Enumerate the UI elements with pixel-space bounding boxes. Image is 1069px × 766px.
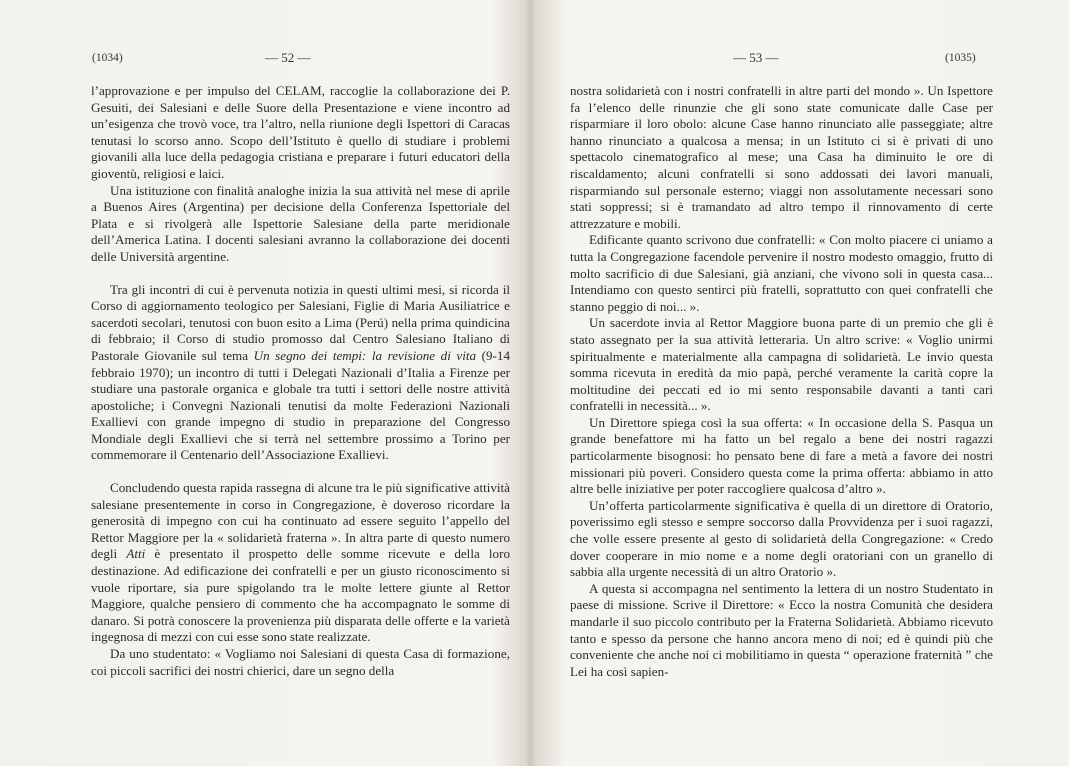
right-header-tag: (1035) [945,52,976,64]
paragraph: Edificante quanto scrivono due confratelli: « Con molto piacere ci uniamo a tutta la Congregazione facendole pervenire il nostro modesto omaggio, frutto di molto sacrificio di due Salesiani, già anziani, che vivono soli in questa casa... Intendiamo con questo sentirci più fratelli, soprattutto con quei confratelli che stanno peggio di noi... ». [570,232,993,314]
paragraph [91,282,510,465]
paragraph [91,480,510,646]
italic-title: Atti [126,546,146,562]
left-header-tag: (1034) [92,52,123,64]
paragraph: A questa si accompagna nel sentimento la lettera di un nostro Studentato in paese di missione. Scrive il Direttore: « Ecco la nostra Comunità che desidera mandarle il suo piccolo contributo per la Fraterna Solidarietà. Abbiamo ricevuto tanto e spesso da persone che hanno ancora meno di noi; ed è quindi più che conveniente che anche noi ci mobilitiamo in questa “ operazione fraternità ” che Lei ha così sapien- [570,580,993,679]
paragraph-text: Tra gli incontri di cui è pervenuta notizia in questi ultimi mesi, si ricorda il Corso di aggiornamento teologico per Salesiani, Figlie di Maria Ausiliatrice e sacerdoti secolari, tenutosi con buon esito a Lima (Perú) nella prima quindicina di febbraio; il Corso di studio promosso dal Centro Salesiano Italiano di Pastorale Giovanile sul tema [91,281,510,363]
right-body-text [570,83,993,680]
paragraph-text: (9-14 febbraio 1970); un incontro di tutti i Delegati Nazionali d’Italia a Firenze per studiare una pastorale organica e globale tra tutti i settori delle nostre attività apostoliche; i Convegni Nazionali tenutisi da molte Federazioni Nazionali Exallievi con grande impegno di studio in preparazione del Congresso Mondiale degli Exallievi che si terrà nel settembre prossimo a Torino per commemorare il Centenario dell’Associazione Exallievi. [91,347,510,463]
right-page-number: — 53 — [733,50,779,65]
left-body-text [91,83,510,679]
paragraph: nostra solidarietà con i nostri confratelli in altre parti del mondo ». Un Ispettore fa l’elenco delle rinunzie che gli sono state comunicate dalle Case per risparmiare il loro obolo: alcune Case hanno rinunciato alle passeggiate; altre hanno rinunciato a qualcosa a mensa; in un Istituto ci si è privati di uno spettacolo cinematografico al mese; una Casa ha diminuito le ore di riscaldamento; alcuni confratelli si sono addossati dei lavori manuali, risparmiando sul personale esterno; viaggi non assolutamente necessari sono stati soppressi; si è tramandato ad altro tempo il rinnovamento di certe attrezzature e mobili. [570,83,993,231]
paragraph-text: è presentato il prospetto delle somme ricevute e della loro destinazione. Ad edificazione dei confratelli e per un giusto riconoscimento si vuole riportare, sia pure spigolando tra le molte lettere giunte al Rettor Maggiore, qualche pensiero di commento che ha accompagnato le somme di danaro. Si potrà conoscere la provenienza più disparata delle offerte e la varietà ingegnosa di mezzi con cui esse sono state realizzate. [91,546,510,645]
left-page-number: — 52 — [265,50,311,65]
paragraph-text: Concludendo questa rapida rassegna di alcune tra le più significative attività salesiane presentemente in corso in Congregazione, è doveroso ricordare la generosità di impegno con cui ha continuato ad essere seguito l’appello del Rettor Maggiore per la « solidarietà fraterna ». In altra parte di questo numero degli [91,480,510,562]
paragraph: Un Direttore spiega così la sua offerta: « In occasione della S. Pasqua un grande benefattore mi ha fatto un bel regalo a bene dei nostri ragazzi particolarmente bisognosi: ho pensato bene di fare a metà a favore dei nostri missionari più poveri. Considero questa come la prima offerta: abbiamo in atto altre belle iniziative per poter raccogliere qualcosa d’altro ». [570,414,993,497]
paragraph: l’approvazione e per impulso del CELAM, raccoglie la collaborazione dei P. Gesuiti, dei Salesiani e delle Suore della Presentazione e viene incontro ad un’esigenza che trovò voce, tra l’altro, nella riunione degli Ispettori di Caracas tenutasi lo scorso anno. Scopo dell’Istituto è quello di studiare i problemi giovanili alla luce della pedagogia cristiana e preparare i futuri educatori della gioventù, religiosi e laici. [91,83,510,181]
paragraph: Una istituzione con finalità analoghe inizia la sua attività nel mese di aprile a Buenos Aires (Argentina) per decisione della Conferenza Ispettoriale del Plata e si rivolgerà alle Ispettorie Salesiane della parte meridionale dell’America Latina. I docenti salesiani avranno la collaborazione dei docenti delle Università argentine. [91,182,510,264]
left-page [0,0,534,766]
italic-title: Un segno dei tempi: la revisione di vita [253,347,477,363]
paragraph: Un sacerdote invia al Rettor Maggiore buona parte di un premio che gli è stato assegnato per la sua attività letteraria. Un altro scrive: « Voglio unirmi spiritualmente e materialmente alla campagna di solidarietà. Le invio questa somma ricevuta in eredità da mio papà, perché veramente la carità copre la moltitudine dei peccati ed io mi sento responsabile davanti a tanti cari confratelli in necessità... ». [570,315,993,414]
right-page [535,0,1069,766]
paragraph: Un’offerta particolarmente significativa è quella di un direttore di Oratorio, poverissimo egli stesso e sempre soccorso dalla Provvidenza per i suoi ragazzi, che volle essere presente al gesto di solidarietà della Congregazione: « Credo dover cooperare in mio nome e a nome degli oratoriani con un granello di sabbia alla urgente necessità di un altro Oratorio ». [570,497,993,580]
paragraph: Da uno studentato: « Vogliamo noi Salesiani di questa Casa di formazione, coi piccoli sacrifici dei nostri chierici, dare un segno della [91,646,510,678]
